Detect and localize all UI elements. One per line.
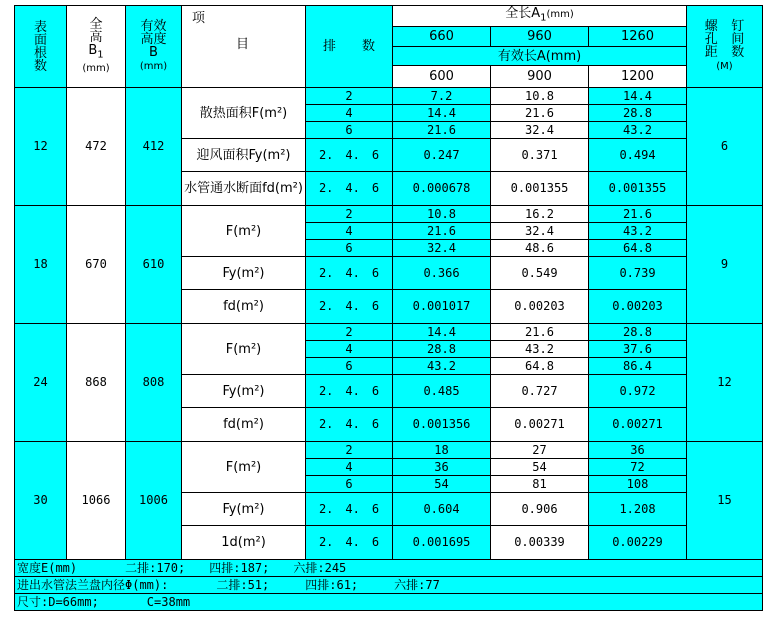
row-count-cell: 2. 4. 6 <box>306 290 393 324</box>
value-cell: 0.001356 <box>393 408 491 442</box>
item-area-label: F(m²) <box>182 442 306 493</box>
row-count-cell: 2 <box>306 88 393 105</box>
item-face-area-label: Fy(m²) <box>182 257 306 290</box>
value-cell: 0.739 <box>589 257 687 290</box>
group-effective-height: 412 <box>126 88 182 206</box>
value-cell: 43.2 <box>491 341 589 358</box>
item-face-area-label: Fy(m²) <box>182 493 306 526</box>
value-cell: 0.001695 <box>393 526 491 560</box>
row-count-cell: 4 <box>306 341 393 358</box>
row-count-cell: 2. 4. 6 <box>306 139 393 172</box>
header-rows: 排 数 <box>306 6 393 88</box>
footer-flange-note: 进出水管法兰盘内径Φ(mm): 二排:51; 四排:61; 六排:77 <box>15 577 763 594</box>
header-effective-height: 有效高度 B (mm) <box>126 6 182 88</box>
group-total-height: 670 <box>67 206 126 324</box>
value-cell: 43.2 <box>589 122 687 139</box>
value-cell: 0.00339 <box>491 526 589 560</box>
value-cell: 0.604 <box>393 493 491 526</box>
full-length-660: 660 <box>393 27 491 47</box>
value-cell: 48.6 <box>491 240 589 257</box>
group-effective-height: 610 <box>126 206 182 324</box>
value-cell: 0.485 <box>393 375 491 408</box>
header-total-height: 全高 $B_1$ (mm) <box>67 6 126 88</box>
value-cell: 81 <box>491 476 589 493</box>
footer-width-note: 宽度E(mm) 二排:170; 四排:187; 六排:245 <box>15 560 763 577</box>
value-cell: 0.001355 <box>491 172 589 206</box>
header-item: 项 目 <box>182 6 306 88</box>
group-bolt-count: 9 <box>687 206 763 324</box>
value-cell: 28.8 <box>589 105 687 122</box>
value-cell: 0.00271 <box>589 408 687 442</box>
full-length-960: 960 <box>491 27 589 47</box>
group-rows-count: 24 <box>15 324 67 442</box>
item-face-area-label: 迎风面积Fy(m²) <box>182 139 306 172</box>
value-cell: 21.6 <box>491 324 589 341</box>
row-count-cell: 2. 4. 6 <box>306 493 393 526</box>
value-cell: 21.6 <box>589 206 687 223</box>
value-cell: 0.366 <box>393 257 491 290</box>
row-count-cell: 4 <box>306 105 393 122</box>
value-cell: 43.2 <box>589 223 687 240</box>
value-cell: 0.00271 <box>491 408 589 442</box>
value-cell: 0.00203 <box>589 290 687 324</box>
item-water-section-label: fd(m²) <box>182 290 306 324</box>
value-cell: 10.8 <box>491 88 589 105</box>
value-cell: 14.4 <box>393 105 491 122</box>
value-cell: 0.00203 <box>491 290 589 324</box>
value-cell: 0.247 <box>393 139 491 172</box>
group-rows-count: 12 <box>15 88 67 206</box>
group-total-height: 472 <box>67 88 126 206</box>
row-count-cell: 2. 4. 6 <box>306 257 393 290</box>
header-surface-rows: 表面根数 <box>15 6 67 88</box>
value-cell: 54 <box>393 476 491 493</box>
value-cell: 32.4 <box>491 223 589 240</box>
header-bolt-spacing: 螺孔距 钉间数 (M) <box>687 6 763 88</box>
group-bolt-count: 12 <box>687 324 763 442</box>
value-cell: 54 <box>491 459 589 476</box>
value-cell: 64.8 <box>491 358 589 375</box>
group-rows-count: 18 <box>15 206 67 324</box>
row-count-cell: 2 <box>306 324 393 341</box>
value-cell: 14.4 <box>589 88 687 105</box>
value-cell: 0.001355 <box>589 172 687 206</box>
row-count-cell: 2 <box>306 206 393 223</box>
row-count-cell: 2. 4. 6 <box>306 375 393 408</box>
value-cell: 0.000678 <box>393 172 491 206</box>
item-area-label: F(m²) <box>182 324 306 375</box>
header-full-length: 全长$A_1(mm)$ <box>393 6 687 27</box>
value-cell: 0.549 <box>491 257 589 290</box>
item-area-label: F(m²) <box>182 206 306 257</box>
eff-length-600: 600 <box>393 66 491 88</box>
group-effective-height: 808 <box>126 324 182 442</box>
row-count-cell: 4 <box>306 223 393 240</box>
row-count-cell: 2. 4. 6 <box>306 408 393 442</box>
eff-length-1200: 1200 <box>589 66 687 88</box>
value-cell: 7.2 <box>393 88 491 105</box>
value-cell: 21.6 <box>491 105 589 122</box>
value-cell: 21.6 <box>393 223 491 240</box>
value-cell: 28.8 <box>589 324 687 341</box>
row-count-cell: 6 <box>306 122 393 139</box>
eff-length-900: 900 <box>491 66 589 88</box>
group-bolt-count: 6 <box>687 88 763 206</box>
value-cell: 0.001017 <box>393 290 491 324</box>
row-count-cell: 6 <box>306 358 393 375</box>
value-cell: 0.972 <box>589 375 687 408</box>
value-cell: 43.2 <box>393 358 491 375</box>
value-cell: 0.906 <box>491 493 589 526</box>
value-cell: 21.6 <box>393 122 491 139</box>
item-water-section-label: fd(m²) <box>182 408 306 442</box>
value-cell: 36 <box>589 442 687 459</box>
value-cell: 18 <box>393 442 491 459</box>
row-count-cell: 6 <box>306 240 393 257</box>
value-cell: 0.371 <box>491 139 589 172</box>
row-count-cell: 2. 4. 6 <box>306 526 393 560</box>
value-cell: 0.494 <box>589 139 687 172</box>
value-cell: 72 <box>589 459 687 476</box>
value-cell: 1.208 <box>589 493 687 526</box>
item-face-area-label: Fy(m²) <box>182 375 306 408</box>
value-cell: 36 <box>393 459 491 476</box>
value-cell: 86.4 <box>589 358 687 375</box>
row-count-cell: 4 <box>306 459 393 476</box>
value-cell: 16.2 <box>491 206 589 223</box>
value-cell: 32.4 <box>491 122 589 139</box>
group-effective-height: 1006 <box>126 442 182 560</box>
group-bolt-count: 15 <box>687 442 763 560</box>
value-cell: 37.6 <box>589 341 687 358</box>
row-count-cell: 2 <box>306 442 393 459</box>
value-cell: 10.8 <box>393 206 491 223</box>
value-cell: 0.727 <box>491 375 589 408</box>
row-count-cell: 2. 4. 6 <box>306 172 393 206</box>
value-cell: 28.8 <box>393 341 491 358</box>
footer-size-note: 尺寸:D=66mm; C=38mm <box>15 594 763 611</box>
group-total-height: 1066 <box>67 442 126 560</box>
radiator-spec-table <box>14 5 763 611</box>
value-cell: 0.00229 <box>589 526 687 560</box>
header-effective-length: 有效长A(mm) <box>393 47 687 66</box>
value-cell: 27 <box>491 442 589 459</box>
item-water-section-label: 水管通水断面fd(m²) <box>182 172 306 206</box>
value-cell: 14.4 <box>393 324 491 341</box>
row-count-cell: 6 <box>306 476 393 493</box>
full-length-1260: 1260 <box>589 27 687 47</box>
item-area-label: 散热面积F(m²) <box>182 88 306 139</box>
item-water-section-label: 1d(m²) <box>182 526 306 560</box>
value-cell: 108 <box>589 476 687 493</box>
value-cell: 32.4 <box>393 240 491 257</box>
group-rows-count: 30 <box>15 442 67 560</box>
group-total-height: 868 <box>67 324 126 442</box>
value-cell: 64.8 <box>589 240 687 257</box>
